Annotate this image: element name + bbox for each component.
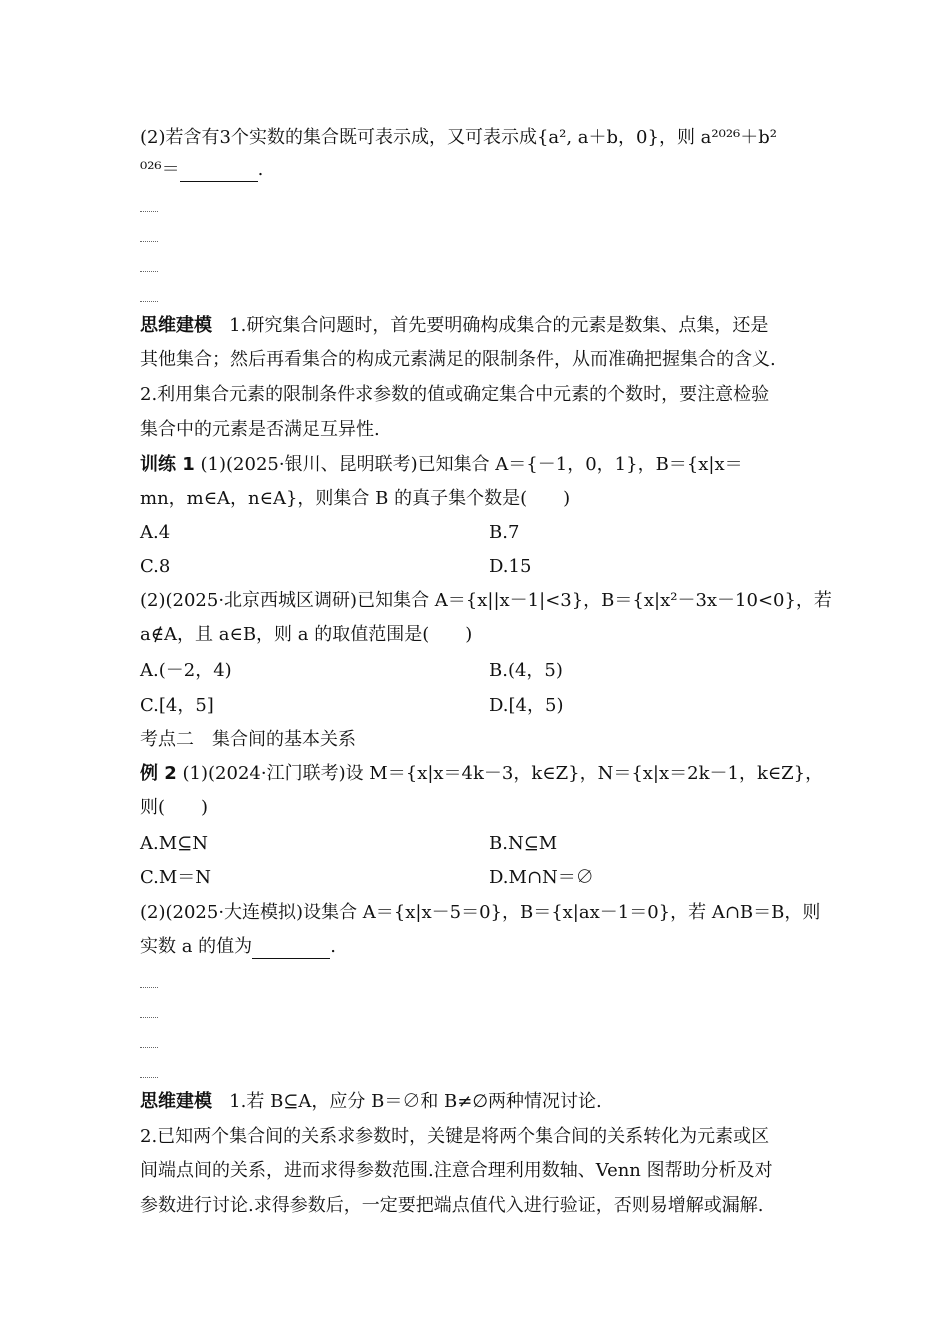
option-a[interactable]: A.4 [140, 522, 171, 543]
tip-text: 1.若 B⊆A，应分 B＝∅和 B≠∅两种情况讨论. [229, 1091, 602, 1112]
option-b[interactable]: B.7 [489, 522, 520, 543]
option-d[interactable]: D.M∩N＝∅ [489, 867, 594, 888]
option-a[interactable]: A.(－2，4) [140, 660, 232, 681]
tip-2-line-2: 2.已知两个集合间的关系求参数时，关键是将两个集合间的关系转化为元素或区 [140, 1126, 770, 1147]
tip-1-line-3: 2.利用集合元素的限制条件求参数的值或确定集合中元素的个数时，要注意检验 [140, 384, 770, 405]
example-2-line-1 [140, 762, 823, 786]
tip-1-line-4: 集合中的元素是否满足互异性. [140, 419, 380, 440]
answer-space-line [140, 241, 158, 242]
tip-2-line-1 [140, 1090, 602, 1114]
answer-blank[interactable] [180, 163, 258, 182]
option-d[interactable]: D.15 [489, 556, 532, 577]
period: . [330, 936, 336, 957]
period: . [257, 159, 264, 180]
answer-space-line [140, 1047, 158, 1048]
training-text: (1)(2025·银川、昆明联考)已知集合 A＝{－1，0，1}，B＝{x|x＝ [194, 454, 743, 475]
option-d[interactable]: D.[4，5) [489, 695, 564, 716]
training-2-line-1: (2)(2025·北京西城区调研)已知集合 A＝{x||x－1|<3}，B＝{x|x²－3x－10<0}，若 [140, 590, 832, 611]
example-text: (1)(2024·江门联考)设 M＝{x|x＝4k－3，k∈Z}，N＝{x|x＝2k－1，k∈Z}， [176, 763, 824, 784]
training-2-line-2: a∉A，且 a∈B，则 a 的取值范围是( ) [140, 624, 473, 645]
tip-label: 思维建模 [140, 1091, 212, 1112]
answer-space-line [140, 1017, 158, 1018]
tip-label: 思维建模 [140, 315, 212, 336]
answer-space-line [140, 211, 158, 212]
answer-space-line [140, 271, 158, 272]
option-c[interactable]: C.8 [140, 556, 171, 577]
question-2-line-1: (2)若含有3个实数的集合既可表示成，又可表示成{a², a＋b，0}，则 a²⁰²⁶＋b² [140, 127, 778, 148]
section-heading: 考点二 集合间的基本关系 [140, 729, 356, 750]
tip-1-line-2: 其他集合；然后再看集合的构成元素满足的限制条件，从而准确把握集合的含义. [140, 349, 776, 370]
option-c[interactable]: C.[4，5] [140, 695, 214, 716]
example-2b-line-2 [140, 935, 336, 959]
training-label: 训练 1 [140, 454, 195, 475]
tip-2-line-4: 参数进行讨论.求得参数后，一定要把端点值代入进行验证，否则易增解或漏解. [140, 1195, 764, 1216]
example-label: 例 2 [140, 763, 177, 784]
option-c[interactable]: C.M＝N [140, 867, 212, 888]
question-text: 实数 a 的值为 [140, 936, 253, 957]
example-2-line-2: 则( ) [140, 797, 209, 818]
answer-space-line [140, 1077, 158, 1078]
example-2b-line-1: (2)(2025·大连模拟)设集合 A＝{x|x－5＝0}，B＝{x|ax－1＝0}，若 A∩B＝B，则 [140, 902, 821, 923]
option-b[interactable]: B.N⊆M [489, 833, 558, 854]
training-1-line-2: mn，m∈A，n∈A}，则集合 B 的真子集个数是( ) [140, 488, 571, 509]
answer-blank[interactable] [252, 940, 330, 959]
tip-1-line-1 [140, 314, 768, 338]
answer-space-line [140, 987, 158, 988]
training-1-line-1 [140, 453, 743, 477]
question-2-line-2 [140, 158, 263, 182]
tip-text: 1.研究集合问题时，首先要明确构成集合的元素是数集、点集，还是 [229, 315, 769, 336]
answer-space-line [140, 301, 158, 302]
option-b[interactable]: B.(4，5) [489, 660, 563, 681]
tip-2-line-3: 间端点间的关系，进而求得参数范围.注意合理利用数轴、Venn 图帮助分析及对 [140, 1160, 773, 1181]
option-a[interactable]: A.M⊆N [140, 833, 208, 854]
exponent-continuation: ⁰²⁶＝ [140, 159, 180, 180]
